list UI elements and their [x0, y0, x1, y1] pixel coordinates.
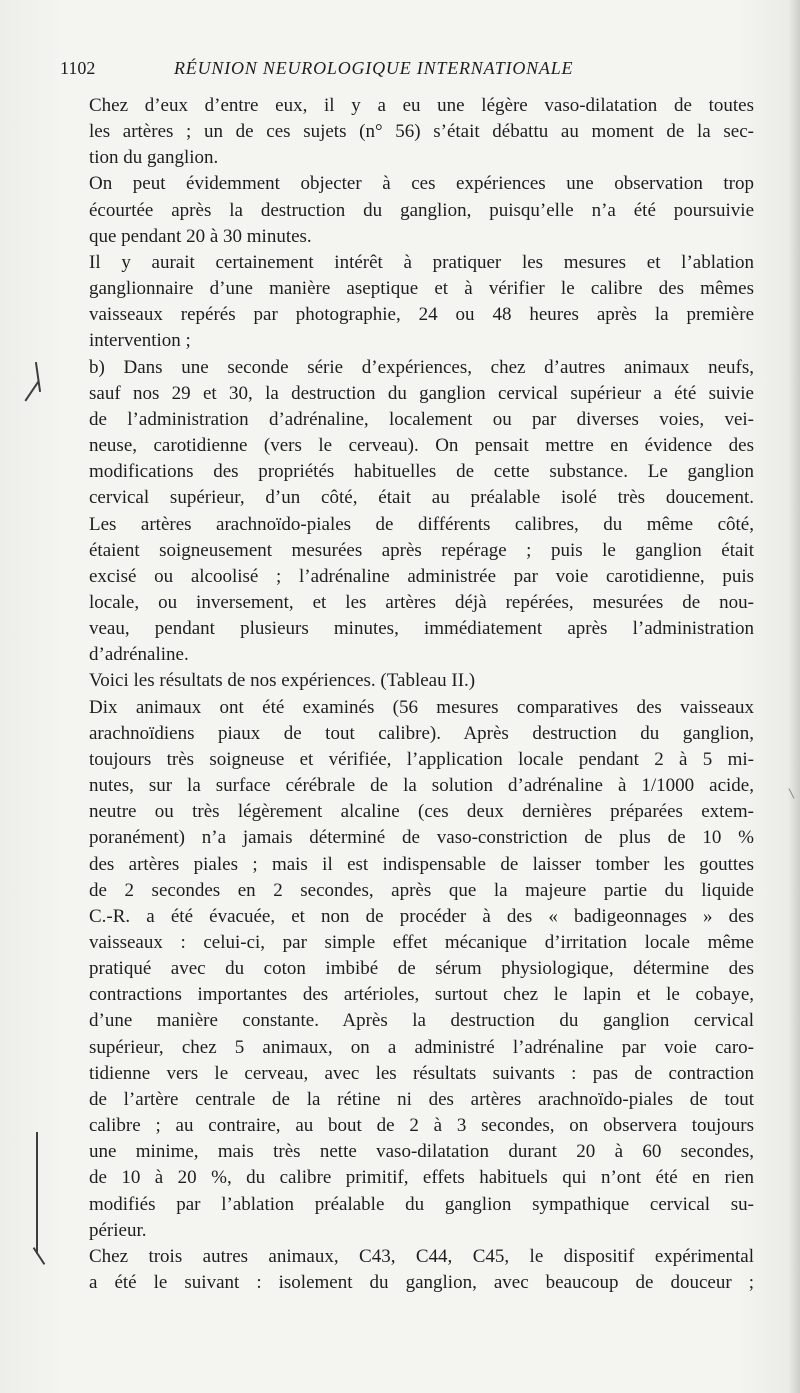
text-line: étaient soigneusement mesurées après repérage ; puis le ganglion était	[89, 539, 754, 561]
paragraph	[60, 355, 754, 669]
left-margin-pencil-mark	[24, 380, 39, 401]
text-line: que pendant 20 à 30 minutes.	[89, 225, 312, 247]
paragraph	[60, 171, 754, 249]
article-body	[60, 93, 754, 1296]
text-line: neuse, carotidienne (vers le cerveau). On pensait mettre en évidence des	[89, 435, 754, 457]
text-line: pratiqué avec du coton imbibé de sérum physiologique, détermine des	[89, 958, 754, 980]
text-line: écourtée après la destruction du ganglion, puisqu’elle n’a été poursuivie	[89, 199, 754, 221]
text-line: excisé ou alcoolisé ; l’adrénaline administrée par voie carotidienne, puis	[89, 565, 754, 587]
paragraph	[60, 250, 754, 355]
left-margin-pencil-mark	[33, 1247, 46, 1265]
text-line: calibre ; au contraire, au bout de 2 à 3 secondes, on observera toujours	[89, 1115, 754, 1137]
text-line: Les artères arachnoïdo-piales de différents calibres, du même côté,	[89, 513, 754, 535]
text-line: cervical supérieur, d’un côté, était au préalable isolé très doucement.	[89, 487, 754, 509]
text-line: modifiés par l’ablation préalable du ganglion sympathique cervical su-	[89, 1193, 754, 1215]
text-line: intervention ;	[89, 330, 191, 352]
text-line: neutre ou très légèrement alcaline (ces deux dernières préparées extem-	[89, 801, 754, 823]
paragraph	[60, 668, 754, 694]
paragraph	[60, 93, 754, 171]
text-line: Il y aurait certainement intérêt à pratiquer les mesures et l’ablation	[89, 251, 754, 273]
running-title: RÉUNION NEUROLOGIQUE INTERNATIONALE	[174, 58, 574, 78]
text-line: On peut évidemment objecter à ces expériences une observation trop	[89, 173, 754, 195]
text-line: nutes, sur la surface cérébrale de la solution d’adrénaline à 1/1000 acide,	[89, 775, 754, 797]
text-line: a été le suivant : isolement du ganglion, avec beaucoup de douceur ;	[89, 1272, 754, 1294]
text-line: d’adrénaline.	[89, 644, 189, 666]
text-line: contractions importantes des artérioles, surtout chez le lapin et le cobaye,	[89, 984, 754, 1006]
text-line: C.-R. a été évacuée, et non de procéder à des « badigeonnages » des	[89, 905, 754, 927]
text-line: tidienne vers le cerveau, avec les résultats suivants : pas de contraction	[89, 1062, 754, 1084]
text-line: Voici les résultats de nos expériences. (Tableau II.)	[89, 670, 476, 692]
text-line: Chez trois autres animaux, C43, C44, C45, le dispositif expérimental	[89, 1245, 754, 1267]
text-line: les artères ; un de ces sujets (n° 56) s’était débattu au moment de la sec-	[89, 121, 754, 143]
left-margin-pencil-mark	[36, 1132, 38, 1254]
text-line: veau, pendant plusieurs minutes, immédiatement après l’administration	[89, 618, 754, 640]
text-line: vaisseaux repérés par photographie, 24 ou 48 heures après la première	[89, 304, 754, 326]
text-line: périeur.	[89, 1219, 147, 1241]
text-line: des artères piales ; mais il est indispensable de laisser tomber les gouttes	[89, 853, 754, 875]
page-number: 1102	[60, 58, 96, 78]
text-line: locale, ou inversement, et les artères déjà repérées, mesurées de nou-	[89, 591, 754, 613]
text-line: de 2 secondes en 2 secondes, après que la majeure partie du liquide	[89, 879, 754, 901]
text-line: arachnoïdiens piaux de tout calibre). Après destruction du ganglion,	[89, 722, 754, 744]
text-line: sauf nos 29 et 30, la destruction du ganglion cervical supérieur a été suivie	[89, 382, 754, 404]
text-line: toujours très soigneuse et vérifiée, l’application locale pendant 2 à 5 mi-	[89, 748, 754, 770]
text-line: vaisseaux : celui-ci, par simple effet mécanique d’irritation locale même	[89, 932, 754, 953]
text-line: de l’artère centrale de la rétine ni des artères arachnoïdo-piales de tout	[89, 1088, 754, 1110]
text-line: tion du ganglion.	[89, 147, 219, 169]
page-header	[60, 58, 750, 82]
left-margin-pencil-mark	[35, 362, 41, 392]
paragraph	[60, 1244, 754, 1296]
text-line: d’une manière constante. Après la destruction du ganglion cervical	[89, 1010, 754, 1032]
text-line: Chez d’eux d’entre eux, il y a eu une légère vaso-dilatation de toutes	[89, 95, 754, 116]
text-line: b) Dans une seconde série d’expériences, chez d’autres animaux neufs,	[89, 356, 754, 378]
paragraph	[60, 695, 754, 1244]
page-edge-shadow	[788, 0, 800, 1393]
text-line: Dix animaux ont été examinés (56 mesures comparatives des vaisseaux	[89, 696, 754, 718]
text-line: ganglionnaire d’une manière aseptique et à vérifier le calibre des mêmes	[89, 278, 754, 300]
text-line: poranément) n’a jamais déterminé de vaso-constriction de plus de 10 %	[89, 827, 754, 849]
text-line: supérieur, chez 5 animaux, on a administré l’adrénaline par voie caro-	[89, 1036, 754, 1058]
text-line: de 10 à 20 %, du calibre primitif, effets habituels qui n’ont été en rien	[89, 1167, 754, 1189]
text-line: de l’administration d’adrénaline, localement ou par diverses voies, vei-	[89, 408, 754, 430]
text-line: modifications des propriétés habituelles de cette substance. Le ganglion	[89, 461, 754, 483]
text-line: une minime, mais très nette vaso-dilatation durant 20 à 60 secondes,	[89, 1141, 754, 1163]
